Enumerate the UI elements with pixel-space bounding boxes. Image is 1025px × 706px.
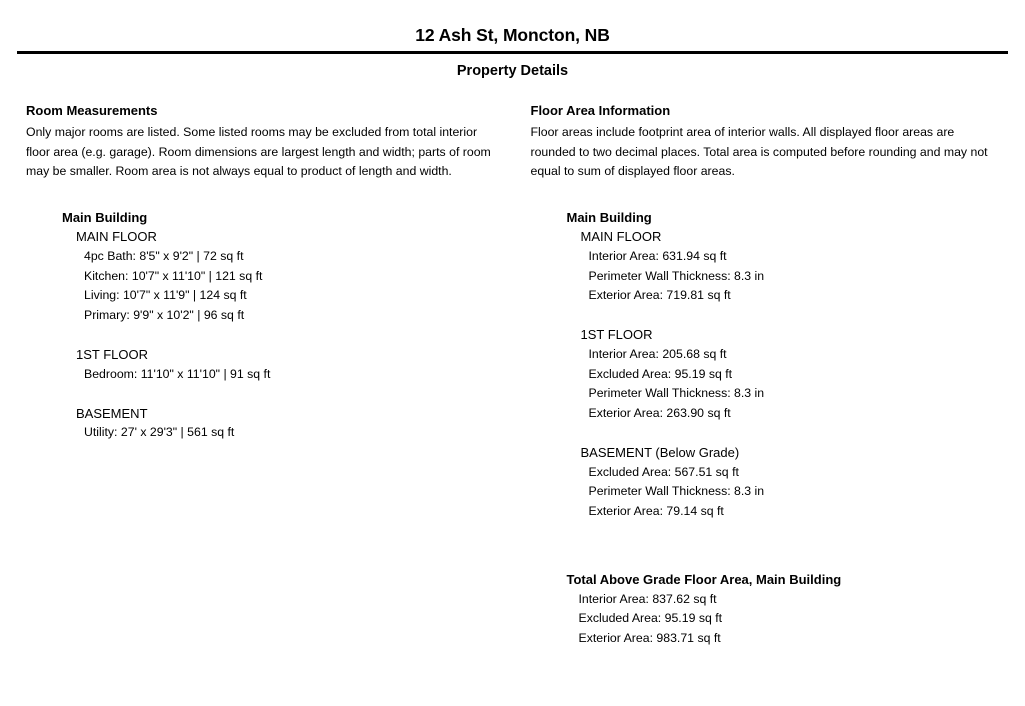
- floor-name: BASEMENT (Below Grade): [580, 444, 740, 460]
- floor-area-building: [531, 208, 1000, 522]
- floor-name: MAIN FLOOR: [580, 229, 662, 245]
- floor-entry: Exterior Area: 719.81 sq ft: [588, 288, 731, 303]
- floor-area-floor-list: [531, 227, 1000, 521]
- floor-entry: Perimeter Wall Thickness: 8.3 in: [588, 484, 765, 499]
- floor-entry: Perimeter Wall Thickness: 8.3 in: [588, 268, 765, 283]
- floor-entry: Utility: 27' x 29'3" | 561 sq ft: [84, 425, 235, 440]
- floor-entry: Bedroom: 11'10" x 11'10" | 91 sq ft: [84, 366, 271, 381]
- building-name: Main Building: [566, 209, 652, 225]
- room-measurements-building: [26, 208, 513, 443]
- total-entry: Exterior Area: 983.71 sq ft: [578, 631, 721, 646]
- room-measurements-description: Only major rooms are listed. Some listed rooms may be excluded from total interior floor area (e.g. garage). Room dimensions are largest length and width; parts of room may be smaller. Room area is not always equal to product of length and width.: [26, 125, 491, 179]
- building-name: Main Building: [62, 209, 148, 225]
- floor-name: 1ST FLOOR: [580, 327, 653, 343]
- floor-name: BASEMENT: [76, 405, 148, 421]
- total-above-grade-block: [531, 570, 1000, 648]
- floor-name: MAIN FLOOR: [76, 229, 157, 245]
- floor-entry: Perimeter Wall Thickness: 8.3 in: [588, 386, 765, 401]
- floor-entry: Exterior Area: 79.14 sq ft: [588, 503, 724, 518]
- floor-section: [531, 227, 1000, 305]
- floor-entry: Interior Area: 205.68 sq ft: [588, 346, 727, 361]
- total-entry: Interior Area: 837.62 sq ft: [578, 591, 717, 606]
- total-above-grade-entries: [531, 590, 1000, 649]
- total-entry: Excluded Area: 95.19 sq ft: [578, 611, 723, 626]
- content-columns: [17, 102, 1008, 649]
- floor-entry: Interior Area: 631.94 sq ft: [588, 248, 727, 263]
- floor-section: [26, 345, 513, 384]
- page-subtitle: Property Details: [456, 63, 569, 79]
- floor-entry: Primary: 9'9" x 10'2" | 96 sq ft: [84, 307, 245, 322]
- room-measurements-floor-list: [26, 227, 513, 443]
- floor-entry: Living: 10'7" x 11'9" | 124 sq ft: [84, 288, 247, 303]
- floor-section: [26, 227, 513, 325]
- page-title: 12 Ash St, Moncton, NB: [415, 25, 610, 45]
- floor-section: [531, 325, 1000, 423]
- total-above-grade-title: Total Above Grade Floor Area, Main Building: [566, 572, 842, 588]
- floor-name: 1ST FLOOR: [76, 346, 149, 362]
- room-measurements-heading: Room Measurements: [26, 103, 158, 118]
- room-measurements-column: [26, 102, 513, 649]
- floor-entry: Excluded Area: 95.19 sq ft: [588, 366, 733, 381]
- floor-area-description: Floor areas include footprint area of interior walls. All displayed floor areas are rounded to two decimal places. Total area is computed before rounding and may not equal to sum of displayed floor areas.: [530, 125, 988, 179]
- floor-entry: Kitchen: 10'7" x 11'10" | 121 sq ft: [84, 268, 263, 283]
- floor-entry: 4pc Bath: 8'5" x 9'2" | 72 sq ft: [84, 248, 244, 263]
- floor-entry: Exterior Area: 263.90 sq ft: [588, 405, 731, 420]
- floor-area-heading: Floor Area Information: [530, 103, 671, 118]
- floor-section: [531, 443, 1000, 521]
- floor-section: [26, 404, 513, 443]
- floor-entry: Excluded Area: 567.51 sq ft: [588, 464, 739, 479]
- floor-area-column: [513, 102, 1000, 649]
